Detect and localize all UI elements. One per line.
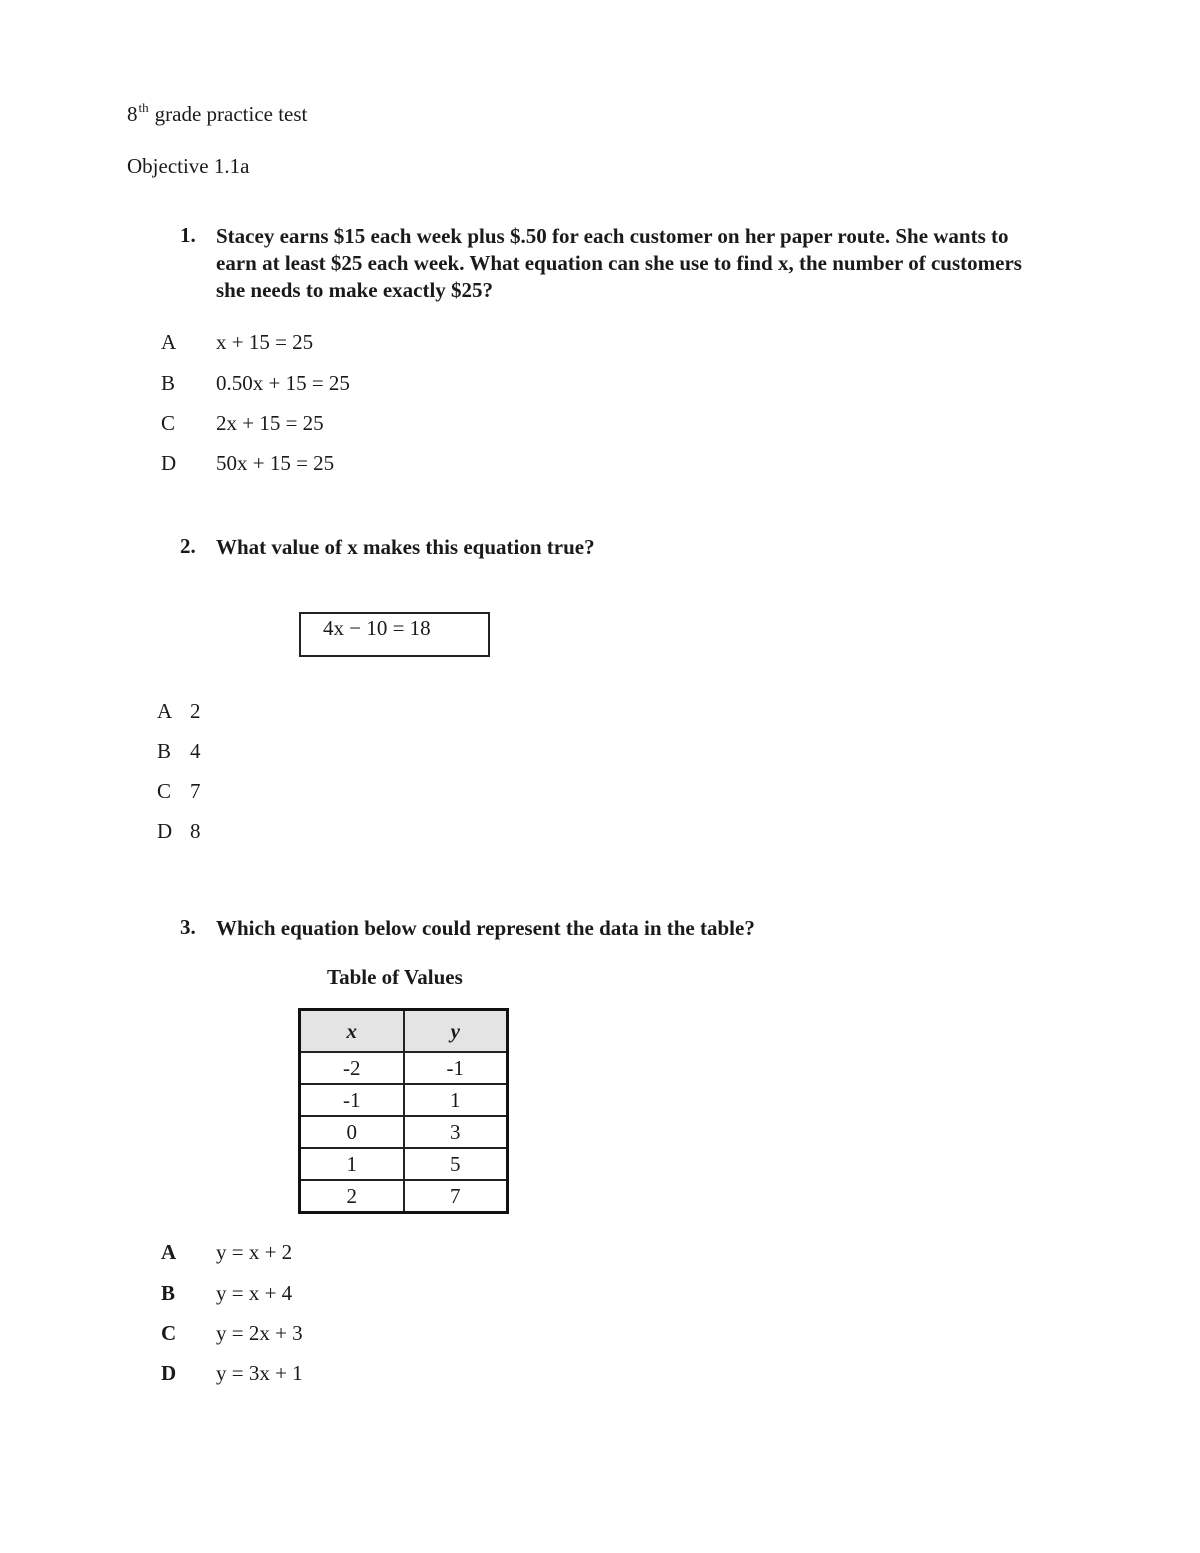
table-row bbox=[300, 1052, 508, 1084]
objective-label: Objective 1.1a bbox=[127, 154, 250, 178]
q2-option-d[interactable]: 8 bbox=[190, 819, 201, 843]
q1-option-b[interactable]: 0.50x + 15 = 25 bbox=[216, 371, 350, 395]
question-2-number: 2. bbox=[180, 534, 196, 558]
q3-option-a[interactable]: y = x + 2 bbox=[216, 1240, 293, 1264]
table-row bbox=[300, 1148, 508, 1180]
q2-option-a-letter: A bbox=[157, 699, 173, 723]
table-cell-y: 3 bbox=[404, 1116, 508, 1148]
question-3-text: Which equation below could represent the data in the table? bbox=[216, 916, 755, 940]
q3-option-c-letter: C bbox=[161, 1321, 177, 1345]
q1-option-a-letter: A bbox=[161, 330, 177, 354]
table-cell-y: -1 bbox=[404, 1052, 508, 1084]
page-title bbox=[127, 100, 307, 127]
table-cell-x: 2 bbox=[300, 1180, 404, 1213]
q1-option-c[interactable]: 2x + 15 = 25 bbox=[216, 411, 324, 435]
q2-option-b-letter: B bbox=[157, 739, 172, 763]
q1-option-a[interactable]: x + 15 = 25 bbox=[216, 330, 314, 354]
q1-option-d[interactable]: 50x + 15 = 25 bbox=[216, 451, 335, 475]
table-row bbox=[300, 1084, 508, 1116]
question-2-text: What value of x makes this equation true? bbox=[216, 535, 595, 559]
q3-option-d-letter: D bbox=[161, 1361, 177, 1385]
table-row bbox=[300, 1116, 508, 1148]
q2-option-b[interactable]: 4 bbox=[190, 739, 201, 763]
table-cell-y: 7 bbox=[404, 1180, 508, 1213]
table-row bbox=[300, 1180, 508, 1213]
table-cell-x: -1 bbox=[300, 1084, 404, 1116]
q3-option-c[interactable]: y = 2x + 3 bbox=[216, 1321, 303, 1345]
q3-option-d[interactable]: y = 3x + 1 bbox=[216, 1361, 303, 1385]
q1-option-c-letter: C bbox=[161, 411, 176, 435]
grade-title-text: grade practice test bbox=[154, 102, 308, 126]
q2-option-c-letter: C bbox=[157, 779, 172, 803]
question-3-number: 3. bbox=[180, 915, 196, 939]
table-header-y: y bbox=[404, 1010, 508, 1053]
q3-option-b-letter: B bbox=[161, 1281, 176, 1305]
q3-option-a-letter: A bbox=[161, 1240, 177, 1264]
table-cell-x: 1 bbox=[300, 1148, 404, 1180]
question-1-number: 1. bbox=[180, 223, 196, 247]
q2-option-a[interactable]: 2 bbox=[190, 699, 201, 723]
values-table bbox=[298, 1008, 509, 1214]
table-header-row bbox=[300, 1010, 508, 1053]
table-cell-y: 1 bbox=[404, 1084, 508, 1116]
question-1-text: Stacey earns $15 each week plus $.50 for each customer on her paper route. She wants to earn at least $25 each week. What equation can she use to find x, the number of customers she needs to make exactly $25? bbox=[216, 224, 1022, 302]
table-cell-y: 5 bbox=[404, 1148, 508, 1180]
q1-option-b-letter: B bbox=[161, 371, 176, 395]
equation-box: 4x − 10 = 18 bbox=[299, 612, 490, 657]
grade-number: 8 bbox=[127, 102, 138, 126]
table-cell-x: -2 bbox=[300, 1052, 404, 1084]
q3-option-b[interactable]: y = x + 4 bbox=[216, 1281, 293, 1305]
table-cell-x: 0 bbox=[300, 1116, 404, 1148]
q1-option-d-letter: D bbox=[161, 451, 177, 475]
q2-option-d-letter: D bbox=[157, 819, 173, 843]
q2-option-c[interactable]: 7 bbox=[190, 779, 201, 803]
table-header-x: x bbox=[300, 1010, 404, 1053]
table-title: Table of Values bbox=[327, 965, 463, 989]
grade-suffix: th bbox=[138, 100, 149, 115]
